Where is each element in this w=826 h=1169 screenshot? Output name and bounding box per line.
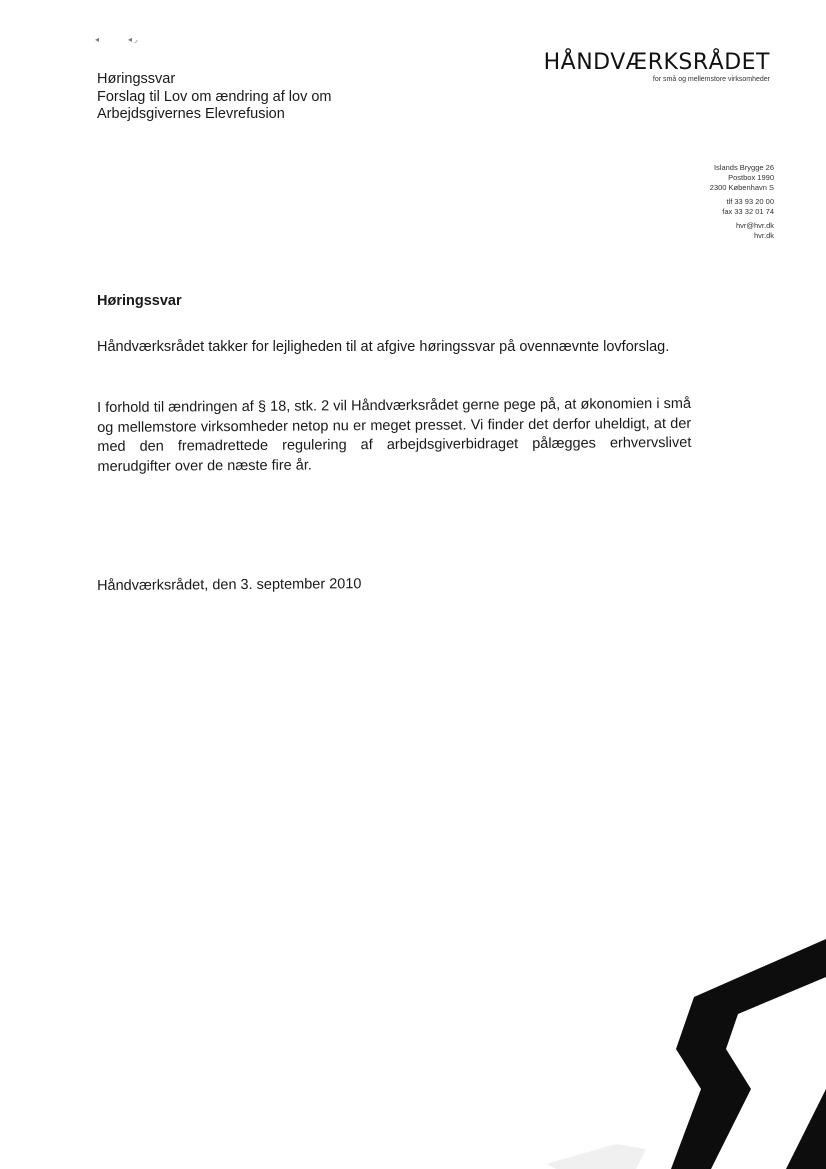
body-paragraph: Håndværksrådet takker for lejligheden til at afgive høringssvar på ovennævnte lovforslag. [97, 339, 670, 355]
organization-tagline: for små og mellemstore virksomheder [652, 76, 770, 83]
corner-triangle-shape [786, 1089, 826, 1169]
scan-mark: ◂ [95, 35, 100, 44]
address-street: Islands Brygge 26 [713, 163, 774, 172]
subject-line: Høringssvar [97, 71, 176, 87]
scan-mark: ◂ ◞ [128, 35, 138, 44]
signoff-line: Håndværksrådet, den 3. september 2010 [97, 576, 362, 594]
corner-logo-icon [526, 939, 826, 1169]
address-city: 2300 København S [709, 183, 774, 192]
address-block [710, 163, 774, 241]
address-postbox: Postbox 1990 [728, 173, 774, 182]
body-paragraph: I forhold til ændringen af § 18, stk. 2 vil Håndværksrådet gerne pege på, at økonomien i små og mellemstore virksomheder netop nu er meget presset. Vi finder det derfor uheldigt, at der med den fremadrettede regulering af arbejdsgiverbidraget pålægges erhvervslivet merudgifter over de næste fire år. [97, 395, 692, 475]
address-phone: tlf 33 93 20 00 [726, 197, 774, 206]
address-email: hvr@hvr.dk [735, 221, 774, 230]
organization-logo-text: HÅNDVÆRKSRÅDET [543, 50, 770, 75]
corner-stripe-shape [671, 939, 826, 1169]
scan-smudge-shape [546, 1144, 646, 1169]
address-web: hvr.dk [753, 231, 774, 240]
section-heading: Høringssvar [97, 293, 182, 309]
address-fax: fax 33 32 01 74 [722, 207, 774, 216]
subject-line: Arbejdsgivernes Elevrefusion [97, 106, 285, 122]
subject-line: Forslag til Lov om ændring af lov om [97, 88, 332, 105]
subject-block [97, 71, 332, 124]
